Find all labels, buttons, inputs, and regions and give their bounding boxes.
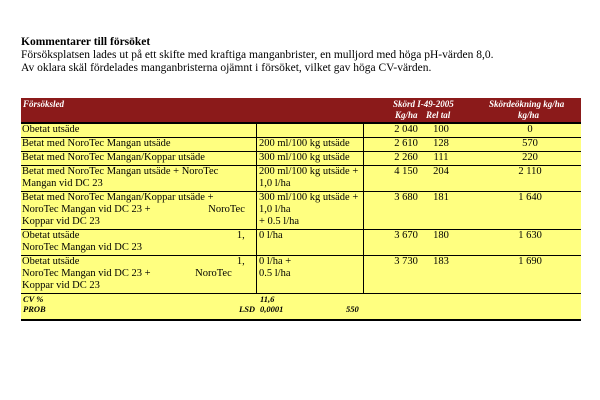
kgha-cell: 3 680 [394, 192, 418, 203]
dose-cell [257, 256, 364, 293]
dose-cell-line: 300 ml/100 kg utsäde + [259, 192, 359, 203]
dose-cell-line: 300 ml/100 kg utsäde [259, 152, 350, 163]
treatment-cell-line: Obetat utsäde [22, 124, 80, 135]
header-kgha: Kg/ha [395, 110, 418, 120]
kgha-cell: 2 610 [394, 138, 418, 149]
reltal-cell: 100 [433, 124, 449, 135]
treatment-cell-line: Betat med NoroTec Mangan utsäde + NoroTec [22, 166, 219, 177]
reltal-cell: 183 [433, 256, 449, 267]
prob-label: PROB [23, 304, 46, 314]
results-table [21, 98, 581, 321]
cv-label: CV % [23, 294, 44, 304]
dose-cell [257, 166, 364, 191]
increase-cell: 220 [522, 152, 538, 163]
header-reltal: Rel tal [426, 110, 451, 120]
increase-cell: 1 630 [518, 230, 542, 241]
treatment-cell-line: Koppar vid DC 23 [22, 280, 100, 291]
reltal-cell: 181 [433, 192, 449, 203]
kgha-cell: 4 150 [394, 166, 418, 177]
treatment-cell-line: Betat med NoroTec Mangan utsäde [22, 138, 171, 149]
header-treatment: Försöksled [23, 99, 65, 109]
lsd-label: LSD [239, 304, 256, 314]
treatment-cell-line: NoroTec Mangan vid DC 23 [22, 242, 142, 253]
increase-cell: 1 640 [518, 192, 542, 203]
table-header [21, 98, 581, 122]
reltal-cell: 128 [433, 138, 449, 149]
dose-cell-line: + 0.5 l/ha [259, 216, 300, 227]
prob-value: 0,0001 [260, 304, 284, 314]
table-row [21, 152, 581, 166]
intro-line-1: Försöksplatsen lades ut på ett skifte med kraftiga manganbrister, en mulljord med höga pH-värden 8,0. [21, 49, 494, 61]
treatment-cell-line: Obetat utsäde 1, [22, 230, 245, 241]
dose-cell-line: 200 ml/100 kg utsäde [259, 138, 350, 149]
table-row [21, 124, 581, 138]
treatment-cell [21, 124, 257, 137]
table-row [21, 256, 581, 294]
treatment-cell-line: Koppar vid DC 23 [22, 216, 100, 227]
treatment-cell-line: Betat med NoroTec Mangan/Koppar utsäde + [22, 192, 214, 203]
table-row [21, 192, 581, 230]
header-harvest-group: Skörd I-49-2005 [393, 99, 454, 109]
kgha-cell: 3 670 [394, 230, 418, 241]
reltal-cell: 204 [433, 166, 449, 177]
intro-line-2: Av oklara skäl fördelades manganbristerna ojämnt i försöket, vilket gav höga CV-värden. [21, 62, 432, 74]
dose-cell-line: 0.5 l/ha [259, 268, 291, 279]
reltal-cell: 111 [433, 152, 449, 163]
treatment-cell-line: Obetat utsäde 1, [22, 256, 245, 267]
dose-cell [257, 192, 364, 229]
dose-cell [257, 124, 364, 137]
dose-cell-line: 1,0 l/ha [259, 178, 291, 189]
treatment-cell-line: NoroTec Mangan vid DC 23 + NoroTec [22, 204, 245, 215]
cv-value: 11,6 [260, 294, 275, 304]
increase-cell: 2 110 [518, 166, 542, 177]
header-increase: Skördeökning kg/ha [489, 99, 565, 109]
increase-cell: 570 [522, 138, 538, 149]
reltal-cell: 180 [433, 230, 449, 241]
table-row [21, 166, 581, 192]
header-increase-unit: kg/ha [518, 110, 540, 120]
treatment-cell [21, 166, 257, 191]
table-body [21, 124, 581, 294]
dose-cell [257, 138, 364, 151]
dose-cell-line: 0 l/ha + [259, 256, 292, 267]
table-row [21, 230, 581, 256]
treatment-cell [21, 152, 257, 165]
treatment-cell-line: Betat med NoroTec Mangan/Koppar utsäde [22, 152, 205, 163]
treatment-cell [21, 192, 257, 229]
dose-cell-line: 200 ml/100 kg utsäde + [259, 166, 359, 177]
kgha-cell: 2 040 [394, 124, 418, 135]
table-row [21, 138, 581, 152]
kgha-cell: 2 260 [394, 152, 418, 163]
intro-section [21, 36, 581, 75]
dose-cell [257, 230, 364, 255]
table-footer [21, 294, 581, 321]
increase-cell: 0 [527, 124, 533, 135]
treatment-cell [21, 230, 257, 255]
dose-cell-line: 0 l/ha [259, 230, 283, 241]
lsd-value: 550 [346, 304, 359, 314]
treatment-cell [21, 138, 257, 151]
dose-cell-line: 1,0 l/ha [259, 204, 291, 215]
comments-heading: Kommentarer till försöket [21, 36, 151, 48]
increase-cell: 1 690 [518, 256, 542, 267]
kgha-cell: 3 730 [394, 256, 418, 267]
dose-cell [257, 152, 364, 165]
treatment-cell-line: NoroTec Mangan vid DC 23 + NoroTec [22, 268, 232, 279]
treatment-cell-line: Mangan vid DC 23 [22, 178, 103, 189]
treatment-cell [21, 256, 257, 293]
